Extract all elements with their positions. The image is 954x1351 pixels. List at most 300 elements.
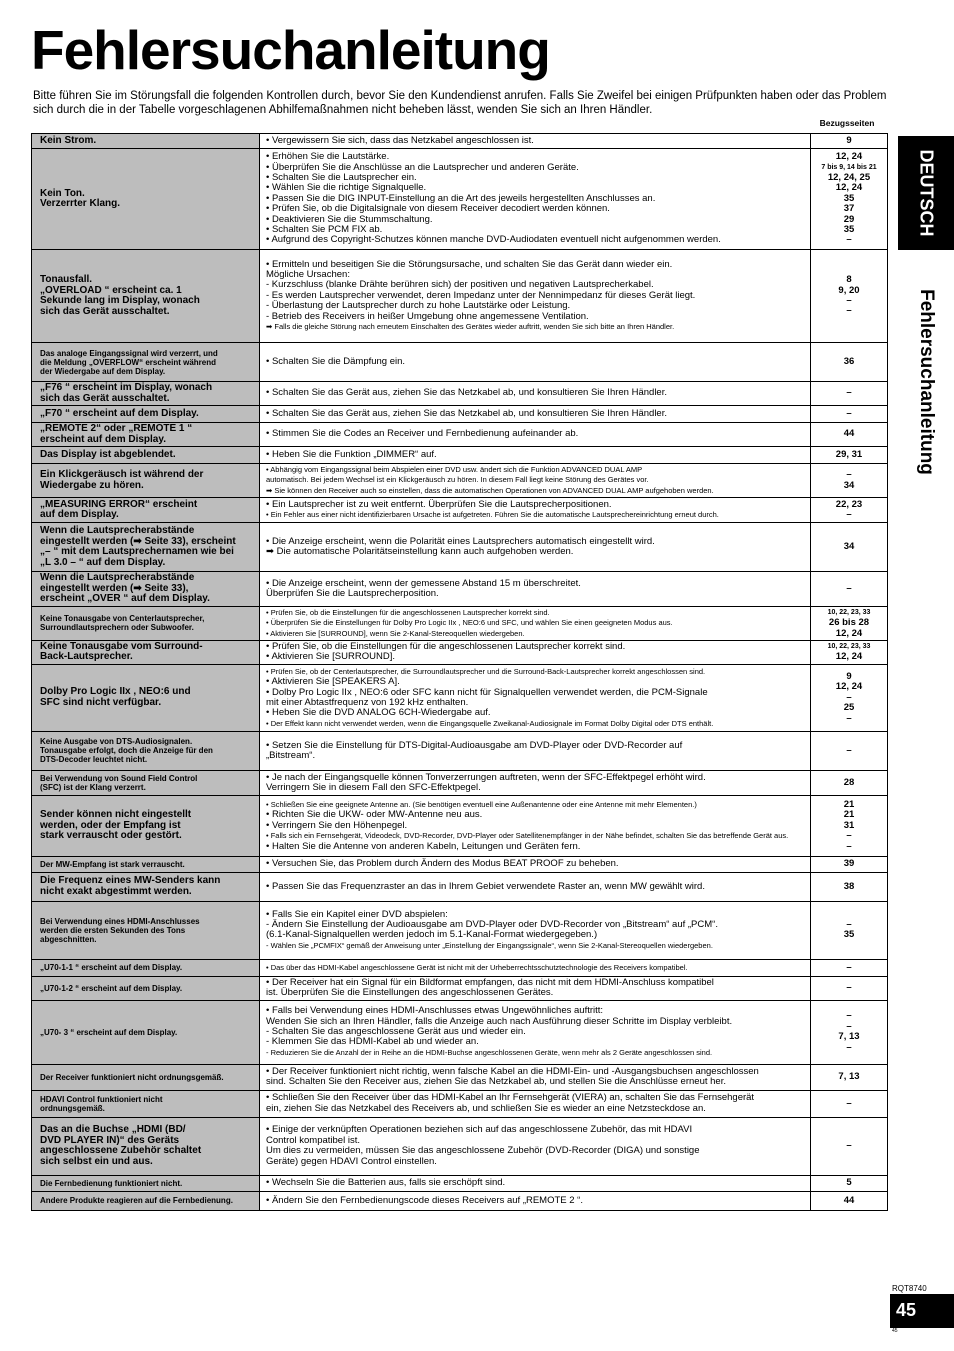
symptom-line: „F76 “ erscheint im Display, wonach — [40, 382, 213, 393]
symptom-line: stark verrauscht oder gestört. — [40, 830, 182, 842]
reference-cell — [811, 1000, 888, 1064]
symptom-cell — [32, 1191, 260, 1210]
reference-pages: – — [846, 1010, 852, 1022]
remedy-cell — [260, 1175, 811, 1191]
remedy-line: • Setzen Sie die Einstellung für DTS-Digital-Audioausgabe am DVD-Player oder DVD-Recorder auf — [266, 739, 683, 751]
reference-pages: 35 — [843, 929, 855, 941]
remedy-cell — [260, 406, 811, 423]
remedy-line: ➡ Die automatische Polaritätseinstellung kann auch aufgehoben werden. — [266, 546, 574, 558]
table-row — [32, 795, 888, 856]
remedy-line: • Aktivieren Sie [SURROUND], wenn Sie 2-Kanal-Stereoquellen wiedergeben. — [266, 628, 525, 638]
remedy-cell — [260, 606, 811, 640]
symptom-line: „MEASURING ERROR“ erscheint — [40, 498, 198, 510]
symptom-line: Ein Klickgeräusch ist während der — [40, 469, 204, 481]
remedy-line: • Passen Sie die DIG INPUT-Einstellung an die Art des jeweils hergestellten Anschlusses an. — [266, 192, 656, 204]
table-row — [32, 856, 888, 872]
table-row — [32, 498, 888, 523]
remedy-cell — [260, 872, 811, 901]
remedy-cell — [260, 572, 811, 607]
remedy-cell — [260, 382, 811, 406]
symptom-line: Der Receiver funktioniert nicht ordnungsgemäß. — [40, 1072, 224, 1082]
symptom-line: Der MW-Empfang ist stark verrauscht. — [40, 859, 185, 869]
table-row — [32, 770, 888, 795]
remedy-line: (6.1-Kanal-Signalquellen werden jedoch im 5.1-Kanal-Format wiedergegeben.) — [266, 929, 598, 941]
reference-cell — [811, 770, 888, 795]
symptom-cell — [32, 572, 260, 607]
reference-cell — [811, 1191, 888, 1210]
symptom-line: (SFC) ist der Klang verzerrt. — [40, 782, 146, 792]
symptom-cell — [32, 343, 260, 382]
reference-pages: 38 — [843, 880, 855, 892]
symptom-line: „U70-1-1 “ erscheint auf dem Display. — [40, 963, 183, 973]
table-row — [32, 1175, 888, 1191]
symptom-cell — [32, 664, 260, 731]
symptom-line: Kein Strom. — [40, 134, 97, 146]
symptom-line: sich das Gerät ausschaltet. — [40, 392, 170, 404]
reference-pages: – — [846, 582, 852, 594]
remedy-line: • Ändern Sie den Fernbedienungscode dieses Receivers auf „REMOTE 2 “. — [266, 1194, 583, 1206]
reference-pages: 21 — [843, 809, 855, 821]
symptom-line: angeschlossene Zubehör schaltet — [40, 1145, 202, 1157]
reference-cell — [811, 447, 888, 464]
remedy-line: • Prüfen Sie, ob der Centerlautsprecher, die Surroundlautsprecher und die Surround-Back-Lautsprecher korrekt angeschlossen sind. — [266, 666, 706, 676]
remedy-line: - Schalten Sie das angeschlossene Gerät aus und wieder ein. — [266, 1026, 526, 1038]
remedy-line: Verringern Sie in diesem Fall den SFC-Effektpegel. — [266, 781, 481, 793]
remedy-line: - Reduzieren Sie die Anzahl der in Reihe an die HDMI-Buchse angeschlossenen Geräte, wenn mehr als 2 Geräte angeschlossen sind. — [266, 1047, 713, 1057]
symptom-line: erscheint auf dem Display. — [40, 433, 166, 445]
symptom-line: nicht exakt abgestimmt werden. — [40, 885, 192, 897]
reference-pages: – — [846, 295, 852, 306]
remedy-line: - Es werden Lautsprecher verwendet, deren Impedanz unter der Nennimpedanz für dieses Gerät liegt. — [266, 289, 696, 301]
table-row — [32, 382, 888, 406]
symptom-line: werden die ersten Sekunden des Tons — [40, 925, 186, 935]
remedy-line: • Schalten Sie das Gerät aus, ziehen Sie das Netzkabel ab, und konsultieren Sie Ihren Händler. — [266, 407, 667, 419]
remedy-cell — [260, 901, 811, 959]
remedy-line: • Die Anzeige erscheint, wenn die Polarität eines Lautsprechers automatisch eingestellt wird. — [266, 535, 655, 547]
remedy-cell — [260, 731, 811, 770]
remedy-cell — [260, 1191, 811, 1210]
remedy-line: • Prüfen Sie, ob die Digitalsignale von diesem Receiver decodiert werden können. — [266, 203, 610, 215]
table-row — [32, 1090, 888, 1117]
page-number-box — [890, 1294, 954, 1328]
reference-pages: 36 — [843, 355, 855, 367]
remedy-line: • Dolby Pro Logic IIx , NEO:6 oder SFC kann nicht für Signalquellen verwendet werden, die PCM-Signale — [266, 686, 708, 698]
remedy-line: • Schalten Sie die Lautsprecher ein. — [266, 171, 417, 183]
symptom-cell — [32, 498, 260, 523]
reference-pages: 21 — [843, 798, 855, 810]
reference-pages: – — [846, 1097, 852, 1109]
reference-pages: 7, 13 — [838, 1071, 860, 1083]
symptom-line: Sender können nicht eingestellt — [40, 809, 192, 821]
remedy-line: • Heben Sie die Funktion „DIMMER“ auf. — [266, 448, 437, 460]
symptom-line: „– “ mit dem Lautsprechernamen wie bei — [40, 546, 234, 558]
reference-cell — [811, 1175, 888, 1191]
symptom-line: Das Display ist abgeblendet. — [40, 448, 176, 460]
table-row — [32, 976, 888, 1000]
remedy-line: Geräte) gegen HDAVI Control einstellen. — [266, 1155, 437, 1167]
reference-pages: 37 — [843, 203, 855, 215]
symptom-line: Tonausgabe erfolgt, doch die Anzeige für den — [40, 746, 213, 756]
reference-pages: 7 bis 9, 14 bis 21 — [821, 163, 877, 171]
symptom-cell — [32, 872, 260, 901]
reference-pages: – — [846, 830, 852, 842]
symptom-cell — [32, 447, 260, 464]
remedy-cell — [260, 959, 811, 976]
reference-cell — [811, 343, 888, 382]
remedy-line: • Schließen Sie eine geeignete Antenne an. (Sie benötigen eventuell eine Außenantenne oder eine Antenne mit mehr Elementen.) — [266, 799, 697, 809]
remedy-cell — [260, 447, 811, 464]
remedy-line: • Ein Lautsprecher ist zu weit entfernt. Überprüfen Sie die Lautsprecherpositionen. — [266, 498, 612, 510]
remedy-line: • Schalten Sie die Dämpfung ein. — [266, 355, 406, 367]
reference-pages: – — [846, 712, 852, 724]
reference-pages: 10, 22, 23, 33 — [827, 643, 871, 651]
reference-pages: – — [846, 961, 852, 973]
remedy-line: ➡ Falls die gleiche Störung nach erneutem Einschalten des Gerätes wieder auftritt, wenden Sie sich bitte an Ihren Händler. — [266, 322, 675, 332]
remedy-line: mit einer Abtastfrequenz von 192 kHz enthalten. — [266, 696, 469, 708]
reference-pages: 25 — [843, 702, 855, 714]
reference-pages: 34 — [843, 541, 855, 553]
reference-pages: – — [846, 469, 852, 481]
table-row — [32, 959, 888, 976]
table-row — [32, 664, 888, 731]
reference-pages: – — [846, 407, 852, 419]
table-row — [32, 134, 888, 149]
reference-cell — [811, 523, 888, 572]
remedy-line: - Kurzschluss (blanke Drähte berühren sich) der positiven und negativen Lautsprecherkabel. — [266, 279, 654, 291]
table-row — [32, 464, 888, 498]
remedy-cell — [260, 1090, 811, 1117]
symptom-line: Verzerrter Klang. — [40, 198, 121, 209]
remedy-cell — [260, 134, 811, 149]
reference-pages: – — [846, 387, 852, 399]
reference-cell — [811, 1117, 888, 1175]
reference-pages: – — [846, 982, 852, 994]
symptom-line: ordnungsgemäß. — [40, 1103, 105, 1113]
symptom-line: Dolby Pro Logic IIx , NEO:6 und — [40, 686, 191, 698]
symptom-cell — [32, 976, 260, 1000]
reference-pages: 9, 20 — [838, 284, 860, 296]
remedy-cell — [260, 795, 811, 856]
symptom-line: Tonausfall. — [40, 274, 93, 285]
reference-cell — [811, 1064, 888, 1090]
remedy-cell — [260, 664, 811, 731]
remedy-line: • Falls bei Verwendung eines HDMI-Anschlusses etwas Ungewöhnliches auftritt: — [266, 1005, 604, 1017]
table-row — [32, 447, 888, 464]
reference-pages: 12, 24, 25 — [827, 171, 871, 183]
symptom-cell — [32, 731, 260, 770]
remedy-cell — [260, 343, 811, 382]
reference-cell — [811, 731, 888, 770]
remedy-line: • Aufgrund des Copyright-Schutzes können manche DVD-Audiodaten eventuell nicht aufgenommen werden. — [266, 234, 721, 246]
remedy-line: • Aktivieren Sie [SURROUND]. — [266, 651, 395, 663]
symptom-line: Wenn die Lautsprecherabstände — [40, 525, 195, 537]
symptom-line: Bei Verwendung eines HDMI-Anschlusses — [40, 916, 200, 926]
remedy-line: Um dies zu vermeiden, müssen Sie das angeschlossene Zubehör (DVD-Recorder (DIGA) und sonstige — [266, 1145, 700, 1157]
reference-pages: 34 — [843, 479, 855, 491]
reference-cell — [811, 959, 888, 976]
symptom-line: Andere Produkte reagieren auf die Fernbedienung. — [40, 1196, 233, 1206]
side-section-title-label: Fehlersuchanleitung — [916, 289, 937, 475]
symptom-line: „U70-1-2 “ erscheint auf dem Display. — [40, 983, 183, 993]
reference-cell — [811, 872, 888, 901]
reference-cell — [811, 498, 888, 523]
symptom-line: erscheint „OVER “ auf dem Display. — [40, 593, 210, 605]
remedy-cell — [260, 423, 811, 447]
table-row — [32, 406, 888, 423]
symptom-line: eingestellt werden (➡ Seite 33), — [40, 582, 189, 594]
symptom-line: Keine Ausgabe von DTS-Audiosignalen. — [40, 737, 193, 747]
reference-pages: 35 — [843, 224, 855, 236]
remedy-line: • Prüfen Sie, ob die Einstellungen für die angeschlossenen Lautsprecher korrekt sind. — [266, 607, 550, 617]
reference-pages: – — [846, 1020, 852, 1032]
reference-pages: 28 — [843, 776, 855, 788]
reference-pages: 9 — [846, 670, 852, 682]
symptom-cell — [32, 1064, 260, 1090]
table-row — [32, 423, 888, 447]
remedy-line: • Vergewissern Sie sich, dass das Netzkabel angeschlossen ist. — [266, 134, 534, 146]
remedy-cell — [260, 976, 811, 1000]
side-section-title — [898, 262, 954, 502]
remedy-cell — [260, 1117, 811, 1175]
table-row — [32, 343, 888, 382]
document-code: RQT8740 — [892, 1284, 927, 1293]
reference-pages: 8 — [846, 274, 852, 286]
reference-pages: 39 — [843, 858, 855, 870]
symptom-line: Wiedergabe zu hören. — [40, 479, 144, 491]
symptom-line: Back-Lautsprecher. — [40, 651, 133, 663]
reference-cell — [811, 901, 888, 959]
remedy-line: sind. Schalten Sie den Receiver aus, ziehen Sie das Netzkabel ab, und stellen Sie die Anschlüsse erneut her. — [266, 1076, 726, 1088]
page-number-small: 45 — [892, 1328, 898, 1334]
reference-cell — [811, 464, 888, 498]
remedy-line: - Klemmen Sie das HDMI-Kabel ab und wieder an. — [266, 1036, 479, 1048]
table-row — [32, 901, 888, 959]
reference-cell — [811, 976, 888, 1000]
reference-pages: 29, 31 — [835, 448, 863, 460]
remedy-line: • Heben Sie die DVD ANALOG 6CH-Wiedergabe auf. — [266, 707, 491, 719]
symptom-line: werden, oder der Empfang ist — [40, 819, 181, 831]
remedy-cell — [260, 1000, 811, 1064]
reference-pages: 10, 22, 23, 33 — [827, 608, 871, 616]
symptom-line: die Meldung „OVERFLOW“ erscheint während — [40, 357, 217, 367]
remedy-line: • Aktivieren Sie [SPEAKERS A]. — [266, 676, 400, 688]
reference-cell — [811, 856, 888, 872]
symptom-cell — [32, 606, 260, 640]
reference-pages: – — [846, 840, 852, 852]
reference-pages: 29 — [843, 213, 855, 225]
symptom-line: sich das Gerät ausschaltet. — [40, 305, 170, 317]
symptom-line: „REMOTE 2“ oder „REMOTE 1 “ — [40, 423, 193, 434]
remedy-line: ist. Überprüfen Sie die Einstellungen des angeschlossenen Gerätes. — [266, 987, 554, 999]
symptom-cell — [32, 464, 260, 498]
symptom-cell — [32, 795, 260, 856]
remedy-line: - Überlastung der Lautsprecher durch zu hohe Lautstärke oder Leistung. — [266, 300, 571, 312]
reference-pages: 9 — [846, 134, 852, 146]
symptom-line: „F70 “ erscheint auf dem Display. — [40, 407, 199, 419]
remedy-line: - Wählen Sie „PCMFIX“ gemäß der Anweisung unter „Einstellung der Eingangssignale“, wenn Sie 2-Kanal-Stereoquellen wiedergeben. — [266, 940, 713, 950]
table-row — [32, 1000, 888, 1064]
reference-pages: – — [846, 1140, 852, 1152]
reference-cell — [811, 423, 888, 447]
table-row — [32, 1064, 888, 1090]
table-row — [32, 1117, 888, 1175]
symptom-cell — [32, 856, 260, 872]
language-tab — [898, 136, 954, 250]
reference-cell — [811, 1090, 888, 1117]
reference-cell — [811, 572, 888, 607]
reference-cell — [811, 382, 888, 406]
symptom-line: DTS-Decoder leuchtet nicht. — [40, 755, 148, 765]
remedy-line: • Der Receiver hat ein Signal für ein Bildformat empfangen, das nicht mit dem HDMI-Anschluss kompatibel — [266, 976, 714, 988]
table-row — [32, 523, 888, 572]
remedy-line: Überprüfen Sie die Lautsprecherposition. — [266, 587, 439, 599]
remedy-line: Wenden Sie sich an Ihren Händler, falls die Anzeige auch nach Ausführung dieser Schritte im Display verbleibt. — [266, 1015, 733, 1027]
remedy-line: • Wechseln Sie die Batterien aus, falls sie erschöpft sind. — [266, 1177, 506, 1189]
symptom-line: Surroundlautsprechern oder Subwoofer. — [40, 623, 194, 633]
symptom-cell — [32, 523, 260, 572]
symptom-line: Keine Tonausgabe von Centerlautsprecher, — [40, 614, 205, 624]
reference-pages: 35 — [843, 192, 855, 204]
page-number: 45 — [896, 1300, 917, 1320]
symptom-cell — [32, 901, 260, 959]
symptom-cell — [32, 406, 260, 423]
remedy-line: • Schließen Sie den Receiver über das HDMI-Kabel an Ihr Fernsehgerät (VIERA) an, schalten Sie das Fernsehgerät — [266, 1092, 755, 1104]
remedy-line: automatisch. Bei jedem Wechsel ist ein Klickgeräusch zu hören. In diesem Fall liegt keine Störung des Gerätes vor. — [266, 475, 649, 485]
reference-pages: 12, 24 — [835, 151, 863, 163]
table-row — [32, 640, 888, 664]
reference-pages: – — [846, 509, 852, 521]
symptom-line: „OVERLOAD “ erscheint ca. 1 — [40, 284, 182, 296]
remedy-line: • Abhängig vom Eingangssignal beim Abspielen einer DVD usw. ändert sich die Funktion ADVANCED DUAL AMP — [266, 465, 643, 474]
remedy-cell — [260, 1064, 811, 1090]
remedy-line: ein, ziehen Sie das Netzkabel des Receivers ab, und schließen Sie es wieder an eine Netzsteckdose an. — [266, 1102, 706, 1114]
reference-cell — [811, 134, 888, 149]
remedy-line: • Überprüfen Sie die Einstellungen für Dolby Pro Logic IIx , NEO:6 und SFC, und wählen Sie einen geeigneten Modus aus. — [266, 618, 673, 628]
remedy-line: • Schalten Sie PCM FIX ab. — [266, 224, 383, 236]
symptom-cell — [32, 423, 260, 447]
table-row — [32, 606, 888, 640]
remedy-line: Control kompatibel ist. — [266, 1134, 360, 1146]
remedy-line: • Versuchen Sie, das Problem durch Ändern des Modus BEAT PROOF zu beheben. — [266, 858, 619, 870]
remedy-line: • Falls sich ein Fernsehgerät, Videodeck, DVD-Recorder, DVD-Player oder Satellitenempfänger in der Nähe befindet, schalten Sie das betreffende Gerät aus. — [266, 831, 789, 841]
reference-pages: – — [846, 234, 852, 246]
remedy-cell — [260, 250, 811, 343]
reference-cell — [811, 406, 888, 423]
reference-pages: 12, 24 — [835, 182, 863, 194]
remedy-line: • Der Effekt kann nicht verwendet werden, wenn die Eingangsquelle Zweikanal-Audiosignale im Format Dolby Digital oder DTS enthält. — [266, 718, 714, 728]
symptom-line: Bei Verwendung von Sound Field Control — [40, 773, 198, 783]
reference-pages: 12, 24 — [835, 681, 863, 693]
reference-cell — [811, 795, 888, 856]
remedy-line: • Richten Sie die UKW- oder MW-Antenne neu aus. — [266, 809, 483, 821]
intro-text: Bitte führen Sie im Störungsfall die folgenden Kontrollen durch, bevor Sie den Kundendienst anrufen. Falls Sie Zweifel bei einigen Prüfpunkten haben oder das Problem sich durch die in der Tabelle vorgeschlagenen Abhilfemaßnahmen nicht beheben lässt, wenden Sie sich an Ihren Händler. — [33, 90, 887, 116]
reference-cell — [811, 664, 888, 731]
remedy-line: Mögliche Ursachen: — [266, 268, 350, 280]
symptom-line: DVD PLAYER IN)“ des Geräts — [40, 1134, 180, 1146]
reference-pages: – — [846, 744, 852, 756]
symptom-line: abgeschnitten. — [40, 934, 97, 944]
reference-pages: 44 — [843, 428, 855, 440]
symptom-cell — [32, 134, 260, 149]
reference-pages: – — [846, 305, 852, 317]
reference-pages: 26 bis 28 — [828, 617, 870, 629]
symptom-line: Die Frequenz eines MW-Senders kann — [40, 875, 221, 887]
reference-pages: 12, 24 — [835, 627, 863, 639]
remedy-cell — [260, 149, 811, 250]
remedy-line: • Die Anzeige erscheint, wenn der gemessene Abstand 15 m überschreitet. — [266, 577, 581, 589]
symptom-line: Kein Ton. — [40, 187, 85, 199]
symptom-line: eingestellt werden (➡ Seite 33), erscheint — [40, 535, 236, 547]
table-row — [32, 1191, 888, 1210]
language-tab-label: DEUTSCH — [916, 149, 937, 237]
symptom-line: „L 3.0 – “ auf dem Display. — [40, 556, 166, 568]
symptom-cell — [32, 770, 260, 795]
reference-pages: 31 — [843, 819, 855, 831]
remedy-line: • Einige der verknüpften Operationen beziehen sich auf das angeschlossene Zubehör, das mit HDAVI — [266, 1124, 693, 1136]
remedy-line: • Je nach der Eingangsquelle können Tonverzerrungen auftreten, wenn der SFC-Effektpegel erhöht wird. — [266, 771, 706, 783]
symptom-cell — [32, 1117, 260, 1175]
remedy-line: • Das über das HDMI-Kabel angeschlossene Gerät ist nicht mit der Urheberrechtsschutztechnologie des Receivers kompatibel. — [266, 962, 688, 972]
symptom-line: Keine Tonausgabe vom Surround- — [40, 640, 203, 652]
page-title: Fehlersuchanleitung — [31, 19, 550, 81]
remedy-line: • Schalten Sie das Gerät aus, ziehen Sie das Netzkabel ab, und konsultieren Sie Ihren Händler. — [266, 387, 667, 399]
symptom-cell — [32, 250, 260, 343]
remedy-line: • Prüfen Sie, ob die Einstellungen für die angeschlossenen Lautsprecher korrekt sind. — [266, 641, 626, 653]
symptom-line: auf dem Display. — [40, 509, 119, 521]
remedy-line: • Passen Sie das Frequenzraster an das in Ihrem Gebiet verwendete Raster an, wenn MW gewählt wird. — [266, 880, 705, 892]
remedy-line: • Stimmen Sie die Codes an Receiver und Fernbedienung aufeinander ab. — [266, 428, 579, 440]
symptom-line: HDAVI Control funktioniert nicht — [40, 1094, 163, 1104]
reference-pages: 44 — [843, 1194, 855, 1206]
reference-cell — [811, 149, 888, 250]
symptom-line: Die Fernbedienung funktioniert nicht. — [40, 1178, 183, 1188]
symptom-line: sich selbst ein und aus. — [40, 1155, 153, 1167]
reference-cell — [811, 640, 888, 664]
remedy-line: • Überprüfen Sie die Anschlüsse an die Lautsprecher und anderen Geräte. — [266, 161, 579, 173]
reference-cell — [811, 250, 888, 343]
remedy-line: • Ermitteln und beseitigen Sie die Störungsursache, und schalten Sie das Gerät dann wieder ein. — [266, 258, 673, 270]
table-row — [32, 872, 888, 901]
symptom-line: Sekunde lang im Display, wonach — [40, 295, 200, 306]
reference-pages: – — [846, 691, 852, 703]
remedy-line: - Ändern Sie Einstellung der Audioausgabe am DVD-Player oder DVD-Recorder von „Bitstream“ auf „PCM“. — [266, 919, 718, 931]
reference-pages: 12, 24 — [835, 651, 863, 663]
symptom-line: der Wiedergabe auf dem Display. — [40, 366, 166, 376]
symptom-line: „U70- 3 “ erscheint auf dem Display. — [40, 1027, 178, 1037]
troubleshooting-table — [31, 133, 888, 1211]
remedy-line: • Erhöhen Sie die Lautstärke. — [266, 151, 390, 163]
remedy-line: • Deaktivieren Sie die Stummschaltung. — [266, 213, 433, 225]
remedy-cell — [260, 856, 811, 872]
remedy-line: • Ein Fehler aus einer nicht identifizierbaren Ursache ist aufgetreten. Führen Sie die automatische Lautsprechereinrichtung erneut durch. — [266, 510, 719, 520]
symptom-cell — [32, 1175, 260, 1191]
symptom-cell — [32, 149, 260, 250]
remedy-cell — [260, 523, 811, 572]
remedy-line: • Falls Sie ein Kapitel einer DVD abspielen: — [266, 908, 448, 920]
remedy-cell — [260, 770, 811, 795]
table-row — [32, 572, 888, 607]
table-row — [32, 250, 888, 343]
reference-pages-header: Bezugsseiten — [819, 118, 875, 128]
reference-pages: 7, 13 — [838, 1031, 860, 1043]
remedy-line: • Verringern Sie den Höhenpegel. — [266, 819, 408, 831]
symptom-line: Das an die Buchse „HDMI (BD/ — [40, 1124, 186, 1136]
reference-pages: 22, 23 — [835, 498, 863, 510]
reference-cell — [811, 606, 888, 640]
remedy-line: • Wählen Sie die richtige Signalquelle. — [266, 182, 427, 194]
symptom-cell — [32, 1090, 260, 1117]
reference-pages: – — [846, 1041, 852, 1053]
